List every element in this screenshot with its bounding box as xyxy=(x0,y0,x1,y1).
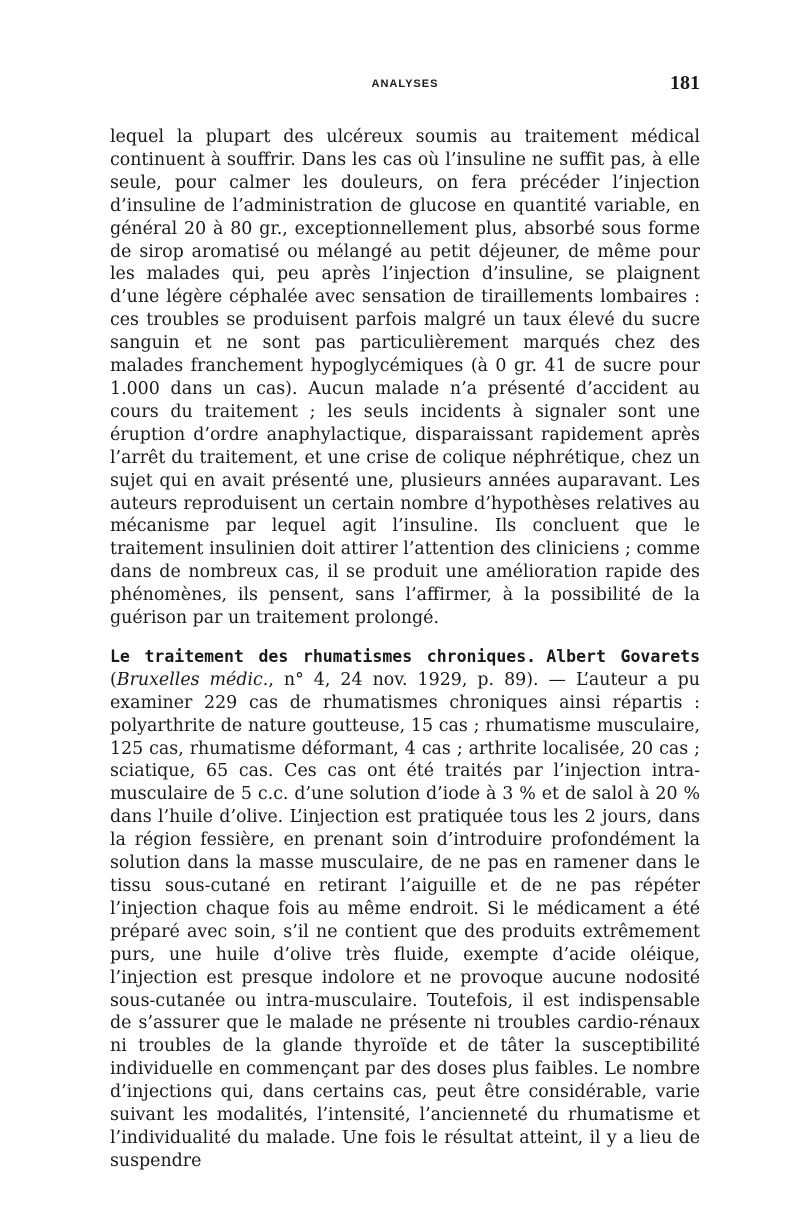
journal-name: Bruxelles médic. xyxy=(116,669,269,690)
citation-details: , n° 4, 24 nov. 1929, p. 89). xyxy=(268,669,539,690)
document-page xyxy=(110,72,700,1173)
section-author: Albert Govarets xyxy=(546,646,700,666)
page-number: 181 xyxy=(670,72,700,94)
section-title: Le traitement des rhumatismes chroniques. xyxy=(110,646,537,666)
running-title: ANALYSES xyxy=(371,78,439,90)
running-header xyxy=(110,72,700,100)
review-paragraph: Le traitement des rhumatismes chroniques. Albert Govarets (Bruxelles médic., n° 4, 24 nov. 1929, p. 89). — L’auteur a pu examiner 229 cas de rhumatismes chroniques ainsi répartis : polyarthrite de nature goutteuse, 15 cas ; rhumatisme musculaire, 125 cas, rhumatisme déformant, 4 cas ; arthrite localisée, 20 cas ; sciatique, 65 cas. Ces cas ont été traités par l’injection intra-musculaire de 5 c.c. d’une solution d’iode à 3 % et de salol à 20 % dans l’huile d’olive. L’injection est pratiquée tous les 2 jours, dans la région fessière, en prenant soin d’introduire profondément la solution dans la masse musculaire, de ne pas en ramener dans le tissu sous-cutané en retirant l’aiguille et de ne pas répéter l’injection chaque fois au même endroit. Si le médicament a été préparé avec soin, s’il ne contient que des produits extrêmement purs, une huile d’olive très fluide, exempte d’acide oléique, l’injection est presque indolore et ne provoque aucune nodosité sous-cutanée ou intra-musculaire. Toutefois, il est indispensable de s’assurer que le malade ne présente ni troubles cardio-rénaux ni troubles de la glande thyroïde et de tâter la susceptibilité individuelle en commençant par des doses plus faibles. Le nombre d’injections qui, dans certains cas, peut être considérable, varie suivant les modalités, l’intensité, l’ancienneté du rhumatisme et l’individualité du malade. Une fois le résultat atteint, il y a lieu de suspendre xyxy=(110,646,700,1171)
continuation-paragraph: lequel la plupart des ulcéreux soumis au traitement médical continuent à souffrir. Dans les cas où l’insuline ne suffit pas, à elle seule, pour calmer les douleurs, on fera précéder l’injection d’insuline de l’administration de glucose en quantité variable, en général 20 à 80 gr., exceptionnellement plus, absorbé sous forme de sirop aromatisé ou mélangé au petit déjeuner, de même pour les malades qui, peu après l’injection d’insuline, se plaignent d’une légère céphalée avec sensation de tiraillements lombaires : ces troubles se produisent parfois malgré un taux élevé du sucre sanguin et ne sont pas particulièrement marqués chez des malades franchement hypoglycémiques (à 0 gr. 41 de sucre pour 1.000 dans un cas). Aucun malade n’a présenté d’accident au cours du traitement ; les seuls incidents à signaler sont une éruption d’ordre anaphylactique, disparaissant rapidement après l’arrêt du traitement, et une crise de colique néphrétique, chez un sujet qui en avait présenté une, plusieurs années auparavant. Les auteurs reproduisent un certain nombre d’hypothèses relatives au mécanisme par lequel agit l’insuline. Ils concluent que le traitement insulinien doit attirer l’attention des cliniciens ; comme dans de nombreux cas, il se produit une amélioration rapide des phénomènes, ils pensent, sans l’affirmer, à la possibilité de la guérison par un traitement prolongé. xyxy=(110,127,700,629)
review-body: — L’auteur a pu examiner 229 cas de rhumatismes chroniques ainsi répartis : polyarthrite de nature goutteuse, 15 cas ; rhumatisme musculaire, 125 cas, rhumatisme déformant, 4 cas ; arthrite localisée, 20 cas ; sciatique, 65 cas. Ces cas ont été traités par l’injection intra-musculaire de 5 c.c. d’une solution d’iode à 3 % et de salol à 20 % dans l’huile d’olive. L’injection est pratiquée tous les 2 jours, dans la région fessière, en prenant soin d’introduire profondément la solution dans la masse musculaire, de ne pas en ramener dans le tissu sous-cutané en retirant l’aiguille et de ne pas répéter l’injection chaque fois au même endroit. Si le médicament a été préparé avec soin, s’il ne contient que des produits extrêmement purs, une huile d’olive très fluide, exempte d’acide oléique, l’injection est presque indolore et ne provoque aucune nodosité sous-cutanée ou intra-musculaire. Toutefois, il est indispensable de s’assurer que le malade ne présente ni troubles cardio-rénaux ni troubles de la glande thyroïde et de tâter la susceptibilité individuelle en commençant par des doses plus faibles. Le nombre d’injections qui, dans certains cas, peut être considérable, varie suivant les modalités, l’intensité, l’ancienneté du rhumatisme et l’individualité du malade. Une fois le résultat atteint, il y a lieu de suspendre xyxy=(110,669,700,1171)
